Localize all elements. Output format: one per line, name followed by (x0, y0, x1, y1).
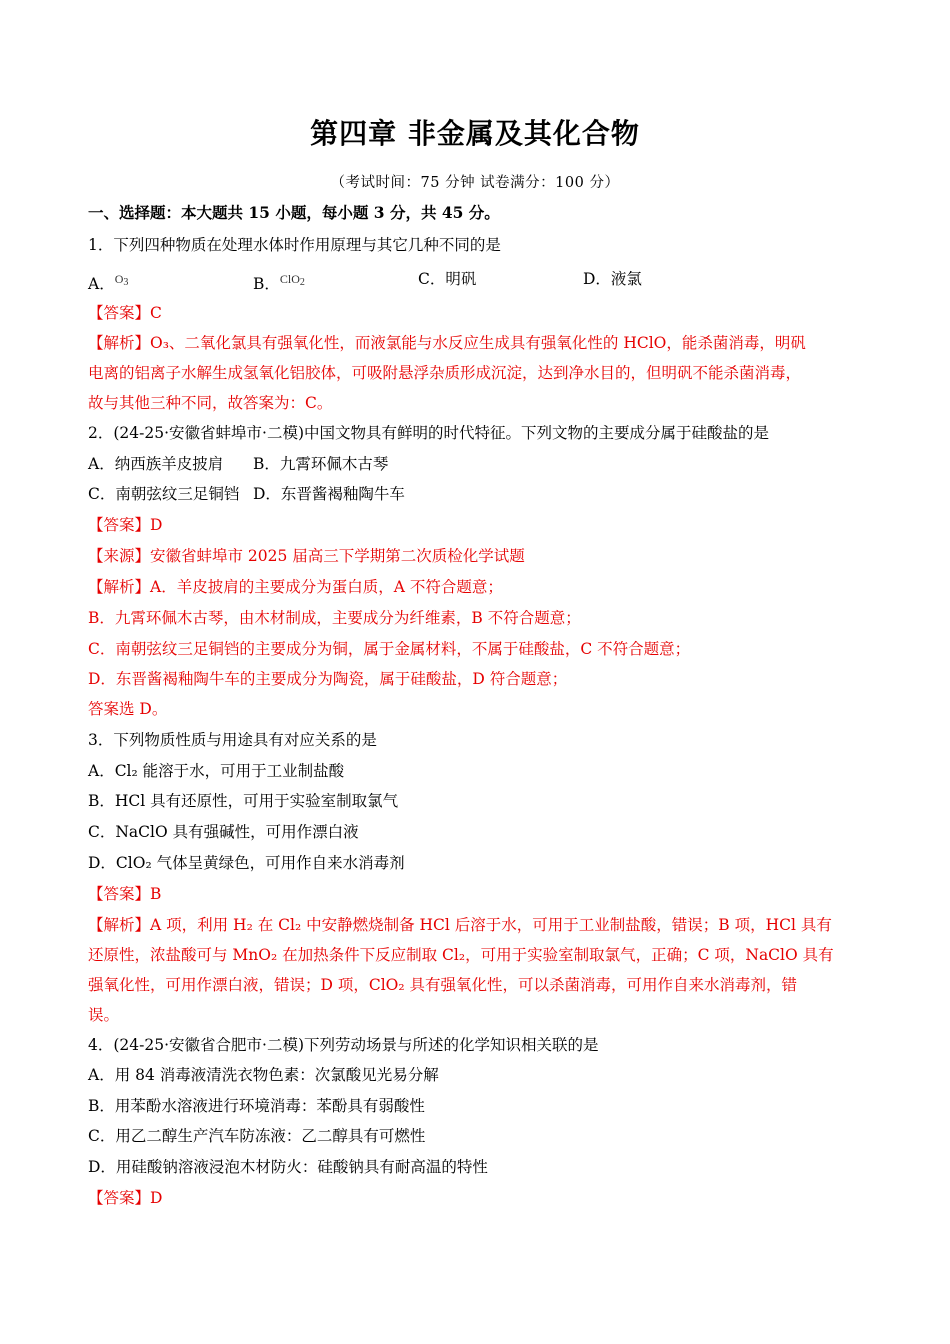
q3-option-c: C．NaClO 具有强碱性，可用作漂白液 (88, 823, 359, 841)
q3-analysis-line: 误。 (88, 1006, 120, 1024)
q2-answer: 【答案】D (88, 516, 163, 534)
q2-analysis-line: D．东晋酱褐釉陶牛车的主要成分为陶瓷，属于硅酸盐，D 符合题意； (88, 670, 568, 688)
q1-analysis-line: 【解析】O₃、二氧化氯具有强氧化性，而液氯能与水反应生成具有强氧化性的 HClO，能杀菌消毒，明矾 (88, 334, 806, 352)
q4-option-b: B．用苯酚水溶液进行环境消毒：苯酚具有弱酸性 (88, 1097, 425, 1115)
q1-option-b (253, 268, 305, 295)
q1-analysis-line: 电离的铝离子水解生成氢氧化铝胶体，可吸附悬浮杂质形成沉淀，达到净水目的，但明矾不能杀菌消毒， (88, 364, 802, 382)
q2-option-c: C．南朝弦纹三足铜铛 (88, 485, 240, 503)
q2-analysis-line: 【解析】A．羊皮披肩的主要成分为蛋白质，A 不符合题意； (88, 578, 503, 596)
q2-stem: 2．(24-25·安徽省蚌埠市·二模)中国文物具有鲜明的时代特征。下列文物的主要成分属于硅酸盐的是 (88, 424, 769, 442)
q4-stem: 4．(24-25·安徽省合肥市·二模)下列劳动场景与所述的化学知识相关联的是 (88, 1036, 599, 1054)
q4-option-a: A．用 84 消毒液清洗衣物色素：次氯酸见光易分解 (88, 1066, 439, 1084)
q1-option-a (88, 268, 128, 295)
q3-option-a: A．Cl₂ 能溶于水，可用于工业制盐酸 (88, 762, 345, 780)
q3-analysis-line: 强氧化性，可用作漂白液，错误；D 项，ClO₂ 具有强氧化性，可以杀菌消毒，可用作自来水消毒剂，错 (88, 976, 798, 994)
q1-stem: 1．下列四种物质在处理水体时作用原理与其它几种不同的是 (88, 236, 501, 254)
q3-analysis-line: 还原性，浓盐酸可与 MnO₂ 在加热条件下反应制取 Cl₂，可用于实验室制取氯气，正确；C 项，NaClO 具有 (88, 946, 834, 964)
q3-analysis-line: 【解析】A 项，利用 H₂ 在 Cl₂ 中安静燃烧制备 HCl 后溶于水，可用于工业制盐酸，错误；B 项，HCl 具有 (88, 916, 832, 934)
formula-subscript: 2 (299, 277, 305, 288)
q2-analysis-line: B．九霄环佩木古琴，由木材制成，主要成分为纤维素，B 不符合题意； (88, 609, 581, 627)
q2-source: 【来源】安徽省蚌埠市 2025 届高三下学期第二次质检化学试题 (88, 547, 525, 565)
section-heading: 一、选择题：本大题共 15 小题，每小题 3 分，共 45 分。 (88, 203, 500, 222)
q1-option-d: D．液氯 (583, 270, 642, 288)
exam-info: （考试时间：75 分钟 试卷满分：100 分） (330, 175, 620, 191)
formula-text: ClO (279, 272, 300, 286)
q4-answer (88, 1187, 868, 1209)
q4-answer-value: D (150, 1189, 163, 1207)
q3-answer: 【答案】B (88, 885, 162, 903)
q1-option-b-label: B． (253, 275, 280, 293)
q2-option-b: B．九霄环佩木古琴 (253, 455, 389, 473)
formula-subscript: 3 (123, 277, 129, 288)
q1-answer: 【答案】C (88, 304, 162, 322)
q2-analysis-line: 答案选 D。 (88, 700, 168, 718)
q4-answer-label: 【答案】 (88, 1189, 151, 1207)
q1-option-a-label: A． (88, 275, 115, 293)
q3-option-b: B．HCl 具有还原性，可用于实验室制取氯气 (88, 792, 399, 810)
q3-stem: 3．下列物质性质与用途具有对应关系的是 (88, 731, 377, 749)
page-title: 第四章 非金属及其化合物 (310, 117, 640, 150)
q2-option-d: D．东晋酱褐釉陶牛车 (253, 485, 405, 503)
q1-option-a-formula (115, 272, 129, 286)
q2-analysis-line: C．南朝弦纹三足铜铛的主要成分为铜，属于金属材料，不属于硅酸盐，C 不符合题意； (88, 640, 691, 658)
q1-option-c: C．明矾 (418, 270, 477, 288)
q2-option-a: A．纳西族羊皮披肩 (88, 455, 224, 473)
q4-option-c: C．用乙二醇生产汽车防冻液：乙二醇具有可燃性 (88, 1127, 426, 1145)
q3-option-d: D．ClO₂ 气体呈黄绿色，可用作自来水消毒剂 (88, 854, 405, 872)
q1-option-b-formula (280, 272, 305, 286)
q1-analysis-line: 故与其他三种不同，故答案为：C。 (88, 394, 333, 412)
q4-option-d: D．用硅酸钠溶液浸泡木材防火：硅酸钠具有耐高温的特性 (88, 1158, 488, 1176)
formula-text: O (114, 272, 124, 286)
